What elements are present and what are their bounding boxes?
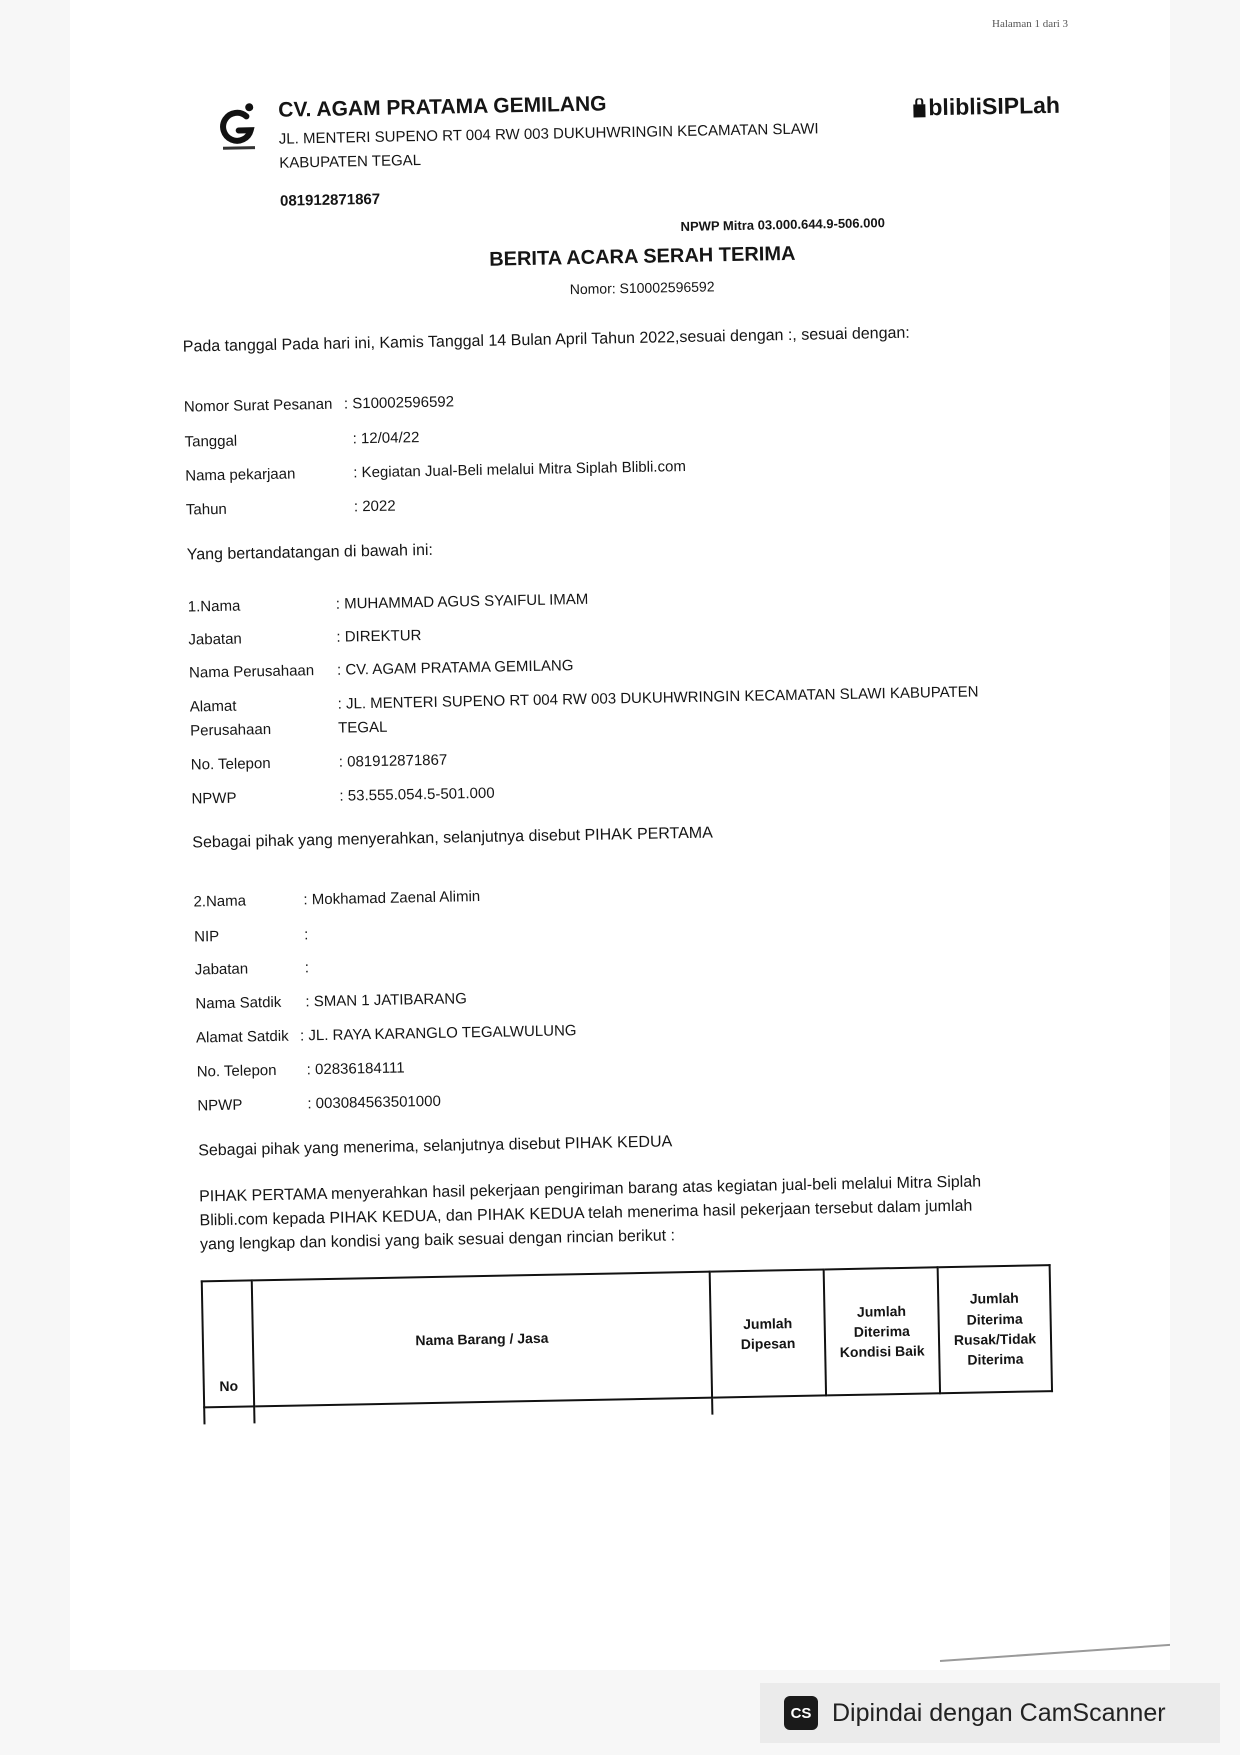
party2-phone-label: No. Telepon (196, 1061, 277, 1081)
job-name-row (185, 457, 687, 485)
camscanner-text: Dipindai dengan CamScanner (832, 1698, 1166, 1727)
handover-text-line1: PIHAK PERTAMA menyerahkan hasil pekerjaan pengiriman barang atas kegiatan jual-beli melalui Mitra Siplah (198, 1173, 982, 1206)
page-number: Halaman 1 dari 3 (992, 18, 1069, 30)
party2-position-row (194, 959, 310, 979)
party1-address-row (189, 683, 979, 716)
party2-npwp-row (197, 1092, 441, 1115)
party2-school-address-row (195, 1022, 577, 1047)
column-header-damaged-label1: Jumlah (969, 1290, 1019, 1308)
party2-nip-label: NIP (193, 928, 220, 946)
document-title: BERITA ACARA SERAH TERIMA (488, 242, 796, 271)
order-number-label: Nomor Surat Pesanan (183, 395, 333, 416)
party2-school-address-value: : JL. RAYA KARANGLO TEGALWULUNG (299, 1022, 577, 1045)
party2-name-value: : Mokhamad Zaenal Alimin (303, 887, 481, 909)
column-header-good-label2: Diterima (853, 1322, 911, 1340)
party2-school-label: Nama Satdik (195, 993, 282, 1013)
company-address-line1: JL. MENTERI SUPENO RT 004 RW 003 DUKUHWRINGIN KECAMATAN SLAWI (278, 120, 819, 148)
column-header-good-label3: Kondisi Baik (839, 1342, 925, 1361)
handover-text-line2: Blibli.com kepada PIHAK KEDUA, dan PIHAK KEDUA telah menerima hasil pekerjaan tersebut dalam jumlah (199, 1197, 973, 1230)
items-table (201, 1264, 1054, 1424)
party2-name-label: 2.Nama (193, 892, 247, 911)
blibli-siplah-logo (912, 92, 1060, 122)
party2-role-text: Sebagai pihak yang menerima, selanjutnya disebut PIHAK KEDUA (198, 1133, 673, 1160)
shopping-bag-icon (912, 98, 926, 118)
document-page (70, 0, 1170, 1670)
party2-position-value: : (304, 959, 310, 977)
column-header-item-label: Nama Barang / Jasa (415, 1329, 549, 1349)
party1-name-label: 1.Nama (187, 597, 241, 616)
party1-company-value: : CV. AGAM PRATAMA GEMILANG (336, 657, 574, 679)
party1-phone-row (190, 751, 448, 774)
party1-company-row (188, 657, 574, 682)
order-year-row (185, 497, 396, 519)
column-header-ordered-label1: Jumlah (743, 1314, 793, 1332)
intro-text: Pada tanggal Pada hari ini, Kamis Tanggal 14 Bulan April Tahun 2022,sesuai dengan :, sesuai dengan: (182, 324, 910, 356)
party1-phone-label: No. Telepon (190, 754, 271, 774)
items-table-header-row (202, 1265, 1052, 1407)
column-header-ordered-label2: Dipesan (740, 1335, 796, 1353)
order-date-value: : 12/04/22 (352, 429, 420, 448)
party2-school-address-label: Alamat Satdik (195, 1027, 289, 1047)
table-cell (204, 1406, 254, 1424)
party1-npwp-value: : 53.555.054.5-501.000 (339, 784, 495, 805)
table-cell (712, 1395, 826, 1414)
party2-nip-row (193, 926, 309, 946)
party1-address-line2: TEGAL (338, 718, 388, 737)
column-header-damaged-label3: Rusak/Tidak (953, 1330, 1037, 1348)
column-header-received-damaged (938, 1265, 1052, 1393)
order-date-label: Tanggal (184, 432, 238, 451)
order-date-row (184, 429, 420, 451)
column-header-received-good (824, 1267, 940, 1395)
party2-position-label: Jabatan (194, 960, 249, 979)
document-number: Nomor: S10002596592 (569, 278, 715, 298)
party1-position-value: : DIREKTUR (336, 627, 422, 646)
camscanner-icon-text: CS (790, 1704, 812, 1722)
order-number-row (183, 393, 455, 416)
document-content (70, 0, 1170, 1670)
party1-company-label: Nama Perusahaan (188, 662, 315, 682)
party2-phone-value: : 02836184111 (306, 1059, 405, 1079)
table-cell (940, 1391, 1052, 1410)
table-cell (826, 1393, 940, 1412)
job-name-label: Nama pekarjaan (185, 465, 296, 485)
brand-name: blibliSIPLah (928, 91, 1061, 121)
party1-name-value: : MUHAMMAD AGUS SYAIFUL IMAM (335, 590, 589, 613)
party2-school-row (195, 990, 467, 1013)
column-header-no (202, 1280, 254, 1407)
party2-phone-row (196, 1059, 405, 1081)
party2-name-row (193, 887, 481, 911)
company-name: CV. AGAM PRATAMA GEMILANG (278, 92, 607, 122)
column-header-ordered (710, 1269, 826, 1397)
party1-address-label1: Alamat (189, 697, 237, 716)
column-header-item (252, 1272, 712, 1407)
party1-npwp-row (191, 784, 495, 808)
column-header-good-label1: Jumlah (856, 1302, 907, 1320)
job-name-value: : Kegiatan Jual-Beli melalui Mitra Siplah Blibli.com (353, 457, 687, 482)
party1-position-label: Jabatan (188, 630, 242, 649)
camscanner-watermark (760, 1683, 1220, 1743)
party2-npwp-value: : 003084563501000 (307, 1092, 441, 1113)
party1-position-row (188, 627, 422, 649)
signatories-heading: Yang bertandatangan di bawah ini: (186, 541, 434, 564)
party2-npwp-label: NPWP (197, 1096, 243, 1115)
camscanner-icon (784, 1696, 818, 1730)
company-phone: 081912871867 (279, 190, 381, 210)
npwp-mitra: NPWP Mitra 03.000.644.9-506.000 (680, 215, 885, 235)
column-header-damaged-label2: Diterima (966, 1310, 1023, 1328)
party1-name-row (187, 590, 589, 616)
column-header-no-label: No (219, 1377, 239, 1394)
order-year-label: Tahun (185, 500, 227, 519)
party1-phone-value: : 081912871867 (338, 751, 448, 771)
company-logo-icon (216, 102, 261, 153)
party1-address-line1: : JL. MENTERI SUPENO RT 004 RW 003 DUKUHWRINGIN KECAMATAN SLAWI KABUPATEN (337, 683, 979, 713)
order-number-value: : S10002596592 (343, 393, 455, 413)
party2-nip-value: : (303, 926, 309, 944)
party1-role-text: Sebagai pihak yang menyerahkan, selanjutnya disebut PIHAK PERTAMA (192, 824, 714, 852)
party1-address-label2: Perusahaan (190, 720, 272, 740)
handover-text-line3: yang lengkap dan kondisi yang baik sesuai dengan rincian berikut : (199, 1227, 676, 1254)
column-header-damaged-label4: Diterima (967, 1350, 1024, 1369)
party2-school-value: : SMAN 1 JATIBARANG (305, 990, 467, 1011)
company-address-line2: KABUPATEN TEGAL (279, 151, 422, 172)
order-year-value: : 2022 (353, 497, 396, 516)
party1-address-row2 (190, 718, 388, 740)
party1-npwp-label: NPWP (191, 789, 237, 808)
